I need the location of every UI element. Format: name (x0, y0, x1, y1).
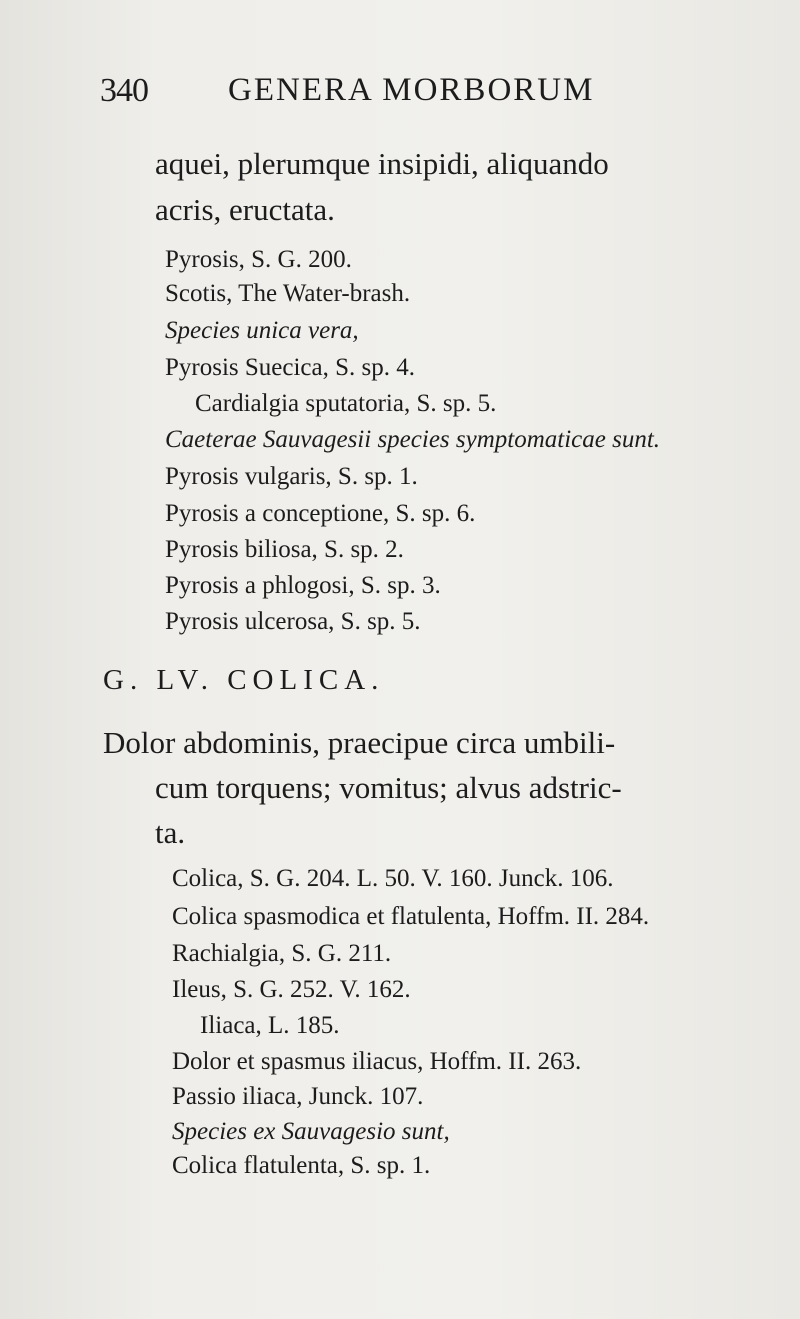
continuation-line: acris, eructata. (155, 192, 335, 227)
synonym-entry: Dolor et spasmus iliacus, Hoffm. II. 263. (172, 1048, 582, 1075)
page-header (100, 72, 700, 122)
synonym-entry: Pyrosis vulgaris, S. sp. 1. (165, 463, 418, 490)
synonym-entry: Pyrosis biliosa, S. sp. 2. (165, 536, 404, 563)
definition-line: Dolor abdominis, praecipue circa umbili- (103, 725, 616, 760)
species-note: Caeterae Sauvagesii species symptomaticae sunt. (165, 426, 661, 453)
definition-line: cum torquens; vomitus; alvus adstric- (155, 770, 622, 805)
page-number: 340 (100, 72, 148, 109)
synonym-entry: Pyrosis ulcerosa, S. sp. 5. (165, 608, 421, 635)
synonym-entry: Pyrosis, S. G. 200. (165, 246, 352, 273)
synonym-entry: Iliaca, L. 185. (200, 1012, 340, 1039)
genus-heading: G. LV. COLICA. (103, 664, 385, 696)
synonym-entry: Pyrosis a conceptione, S. sp. 6. (165, 500, 476, 527)
synonym-entry: Pyrosis Suecica, S. sp. 4. (165, 354, 415, 381)
synonym-entry: Rachialgia, S. G. 211. (172, 940, 392, 967)
species-note: Species unica vera, (165, 317, 359, 344)
synonym-entry: Passio iliaca, Junck. 107. (172, 1083, 424, 1110)
synonym-entry: Colica, S. G. 204. L. 50. V. 160. Junck. 106. (172, 865, 614, 892)
synonym-entry: Cardialgia sputatoria, S. sp. 5. (195, 390, 497, 417)
synonym-entry: Pyrosis a phlogosi, S. sp. 3. (165, 572, 441, 599)
synonym-entry: Scotis, The Water-brash. (165, 280, 411, 307)
definition-line: ta. (155, 815, 186, 850)
synonym-entry: Colica flatulenta, S. sp. 1. (172, 1152, 431, 1179)
synonym-entry: Colica spasmodica et flatulenta, Hoffm. II. 284. (172, 903, 650, 930)
running-title: GENERA MORBORUM (228, 72, 595, 108)
synonym-entry: Ileus, S. G. 252. V. 162. (172, 976, 411, 1003)
species-note: Species ex Sauvagesio sunt, (172, 1118, 450, 1145)
continuation-line: aquei, plerumque insipidi, aliquando (155, 146, 609, 181)
